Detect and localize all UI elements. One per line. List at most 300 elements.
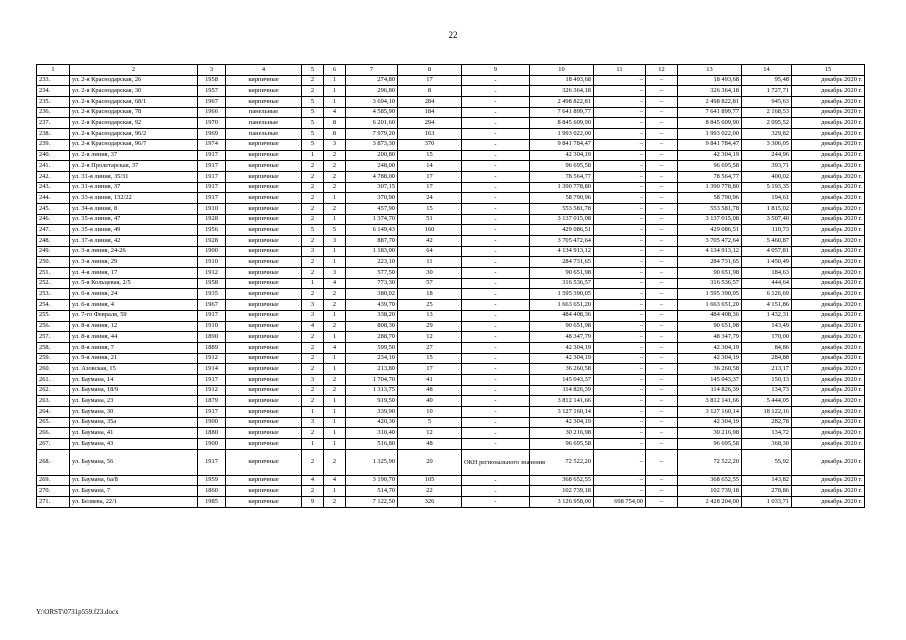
table-cell: 270. [37, 486, 70, 497]
table-cell: ул. 37-я линия, 42 [70, 236, 198, 247]
column-header: 7 [346, 65, 398, 76]
table-cell: – [646, 118, 678, 129]
table-cell: кирпичные [226, 289, 302, 300]
table-cell: 30 [398, 268, 462, 279]
table-cell: – [646, 139, 678, 150]
table-cell: 42 304,19 [678, 150, 742, 161]
table-cell: ул. Баумана, 43 [70, 439, 198, 450]
table-cell: 42 [398, 236, 462, 247]
table-cell: 134,72 [742, 428, 792, 439]
table-cell: 4 [324, 278, 346, 289]
table-cell: 48 347,79 [678, 332, 742, 343]
table-row [37, 396, 865, 407]
table-cell: 10 [398, 407, 462, 418]
table-cell: – [646, 214, 678, 225]
table-cell: кирпичные [226, 214, 302, 225]
table-cell: - [462, 407, 530, 418]
table-cell: - [462, 139, 530, 150]
table-cell: 1 [324, 353, 346, 364]
table-cell: 2 [324, 203, 346, 214]
table-cell: 9 841 784,47 [530, 139, 594, 150]
table-cell: 338,20 [346, 310, 398, 321]
table-cell: 368 652,55 [530, 475, 594, 486]
table-cell: 2 [302, 449, 324, 475]
table-cell: 184 [398, 107, 462, 118]
table-cell: 296,80 [346, 86, 398, 97]
table-cell: – [594, 171, 646, 182]
table-cell: - [462, 289, 530, 300]
table-cell: ул. 3-я линия, 24-26 [70, 246, 198, 257]
table-cell: – [646, 107, 678, 118]
table-row [37, 486, 865, 497]
table-cell: - [462, 417, 530, 428]
table-cell: 90 651,98 [678, 321, 742, 332]
table-cell: – [646, 417, 678, 428]
table-cell: 260. [37, 364, 70, 375]
table-cell: – [594, 342, 646, 353]
table-cell: 887,70 [346, 236, 398, 247]
table-cell: декабрь 2020 г. [792, 139, 865, 150]
table-cell: декабрь 2020 г. [792, 417, 865, 428]
table-cell: 370 [398, 139, 462, 150]
table-cell: 145 043,37 [678, 374, 742, 385]
table-cell: 245. [37, 203, 70, 214]
table-cell: 1 [324, 486, 346, 497]
table-cell: 2 [302, 75, 324, 86]
table-cell: 393,71 [742, 161, 792, 172]
table-cell: 6 126,69 [742, 289, 792, 300]
table-cell: - [462, 497, 530, 508]
table-cell: ул. 2-я линия, 37 [70, 150, 198, 161]
table-cell: декабрь 2020 г. [792, 150, 865, 161]
table-cell: 2 [324, 289, 346, 300]
table-cell: 223,10 [346, 257, 398, 268]
table-cell: декабрь 2020 г. [792, 364, 865, 375]
table-cell: декабрь 2020 г. [792, 171, 865, 182]
column-header: 10 [530, 65, 594, 76]
column-header: 1 [37, 65, 70, 76]
table-cell: 5 [302, 139, 324, 150]
table-cell: 2 [302, 353, 324, 364]
table-cell: 238. [37, 129, 70, 140]
table-cell: 1 663 651,20 [678, 300, 742, 311]
table-cell: - [462, 428, 530, 439]
table-cell: ул. Баумана, 41 [70, 428, 198, 439]
table-cell: 2 [324, 161, 346, 172]
table-cell: декабрь 2020 г. [792, 278, 865, 289]
table-cell: 184,63 [742, 268, 792, 279]
table-cell: 143,49 [742, 321, 792, 332]
table-cell: декабрь 2020 г. [792, 486, 865, 497]
table-cell: 143,82 [742, 475, 792, 486]
table-cell: – [646, 257, 678, 268]
table-cell: 3 705 472,64 [678, 236, 742, 247]
table-cell: 6 201,60 [346, 118, 398, 129]
table-cell: 96 695,58 [530, 439, 594, 450]
table-cell: 2 168,53 [742, 107, 792, 118]
table-cell: – [594, 203, 646, 214]
table-cell: 58 790,96 [678, 193, 742, 204]
table-cell: 457,90 [346, 203, 398, 214]
table-cell: 514,70 [346, 486, 398, 497]
table-cell: 1 390 778,80 [530, 182, 594, 193]
table-cell: 1917 [198, 374, 226, 385]
table-cell: 114 826,39 [678, 385, 742, 396]
table-cell: 1967 [198, 97, 226, 108]
table-cell: 3 [302, 246, 324, 257]
table-cell: 48 [398, 439, 462, 450]
table-cell: кирпичные [226, 417, 302, 428]
table-cell: - [462, 150, 530, 161]
table-cell: 40 [398, 396, 462, 407]
table-cell: – [646, 497, 678, 508]
column-header: 11 [594, 65, 646, 76]
table-cell: 1 815,02 [742, 203, 792, 214]
table-cell: – [594, 225, 646, 236]
table-cell: 1974 [198, 139, 226, 150]
table-cell: 251. [37, 268, 70, 279]
table-cell: 368 652,55 [678, 475, 742, 486]
table-cell: – [594, 118, 646, 129]
table-cell: 267. [37, 439, 70, 450]
table-cell: – [594, 214, 646, 225]
table-cell: 5 444,05 [742, 396, 792, 407]
table-cell: 102 739,18 [678, 486, 742, 497]
table-cell: – [594, 289, 646, 300]
table-cell: 250. [37, 257, 70, 268]
table-cell: 17 [398, 171, 462, 182]
table-row [37, 310, 865, 321]
table-cell: 254. [37, 300, 70, 311]
table-cell: 3 190,70 [346, 475, 398, 486]
table-cell: кирпичные [226, 449, 302, 475]
table-cell: 134,73 [742, 385, 792, 396]
table-cell: 5 [324, 225, 346, 236]
table-cell: – [646, 86, 678, 97]
table-cell: 1 [302, 439, 324, 450]
table-row [37, 107, 865, 118]
table-cell: 256. [37, 321, 70, 332]
table-cell: 253. [37, 289, 70, 300]
table-cell: 9 841 784,47 [678, 139, 742, 150]
table-cell: 1958 [198, 278, 226, 289]
table-cell: ул. Баумана, 7 [70, 486, 198, 497]
table-cell: 1 [324, 417, 346, 428]
table-cell: кирпичные [226, 86, 302, 97]
table-cell: 1879 [198, 396, 226, 407]
table-cell: - [462, 225, 530, 236]
table-cell: ул. 35-я линия, 47 [70, 214, 198, 225]
table-cell: декабрь 2020 г. [792, 439, 865, 450]
table-cell: 96 695,58 [678, 439, 742, 450]
table-cell: ул. 2-я Краснодарская, 68/1 [70, 97, 198, 108]
table-cell: 2 [302, 332, 324, 343]
table-cell: 2 [302, 289, 324, 300]
table-cell: 282,78 [742, 417, 792, 428]
table-cell: 11 [398, 257, 462, 268]
table-row [37, 374, 865, 385]
table-cell: 4 134 913,12 [530, 246, 594, 257]
table-cell: 1 727,71 [742, 86, 792, 97]
table-cell: 1900 [198, 439, 226, 450]
table-cell: 247. [37, 225, 70, 236]
table-cell: 248,00 [346, 161, 398, 172]
table-cell: 3 [324, 236, 346, 247]
table-cell: 2 [324, 449, 346, 475]
table-cell: – [646, 150, 678, 161]
table-row [37, 268, 865, 279]
table-cell: декабрь 2020 г. [792, 161, 865, 172]
table-cell: – [646, 171, 678, 182]
table-row [37, 118, 865, 129]
table-cell: декабрь 2020 г. [792, 300, 865, 311]
table-cell: – [646, 428, 678, 439]
table-cell: ул. Баумана, 14 [70, 374, 198, 385]
table-cell: – [646, 475, 678, 486]
table-cell: 2 [302, 364, 324, 375]
table-cell: 36 260,58 [530, 364, 594, 375]
table-cell: 2 498 822,81 [530, 97, 594, 108]
table-cell: 51 [398, 214, 462, 225]
table-cell: 1969 [198, 129, 226, 140]
table-cell: 2 [302, 86, 324, 97]
column-header: 5 [302, 65, 324, 76]
table-cell: 1 325,90 [346, 449, 398, 475]
table-cell: 5 [302, 225, 324, 236]
table-cell: – [594, 129, 646, 140]
table-cell: декабрь 2020 г. [792, 129, 865, 140]
column-header: 8 [398, 65, 462, 76]
table-cell: 234,10 [346, 353, 398, 364]
table-cell: ул. 34-я линия, 8 [70, 203, 198, 214]
table-cell: 1917 [198, 310, 226, 321]
table-cell: 1 [324, 332, 346, 343]
table-cell: 258. [37, 342, 70, 353]
table-cell: 233. [37, 75, 70, 86]
table-cell: ОКН регионального значения [462, 449, 530, 475]
table-cell: – [646, 449, 678, 475]
table-cell: 294 [398, 118, 462, 129]
table-cell: 368,30 [742, 439, 792, 450]
column-header: 3 [198, 65, 226, 76]
table-cell: 339,90 [346, 407, 398, 418]
table-cell: 1970 [198, 118, 226, 129]
table-cell: ул. 9-я линия, 21 [70, 353, 198, 364]
table-cell: 1910 [198, 321, 226, 332]
table-cell: ул. 2-я Краснодарская, 30 [70, 86, 198, 97]
table-cell: – [646, 439, 678, 450]
table-cell: 263. [37, 396, 70, 407]
table-cell: – [594, 107, 646, 118]
table-cell: 5 [398, 417, 462, 428]
table-cell: 1 993 022,00 [530, 129, 594, 140]
table-cell: 72 522,20 [678, 449, 742, 475]
table-cell: – [646, 342, 678, 353]
table-cell: 240. [37, 150, 70, 161]
table-cell: кирпичные [226, 203, 302, 214]
table-row [37, 342, 865, 353]
table-cell: – [594, 75, 646, 86]
table-cell: 2 [302, 342, 324, 353]
table-cell: 3 137 015,08 [530, 214, 594, 225]
table-cell: 2 [302, 236, 324, 247]
table-row [37, 475, 865, 486]
table-cell: 1956 [198, 225, 226, 236]
table-cell: 6 149,43 [346, 225, 398, 236]
table-row [37, 278, 865, 289]
table-cell: 194,61 [742, 193, 792, 204]
table-cell: 429 086,51 [530, 225, 594, 236]
housing-register-table [36, 64, 865, 508]
table-cell: – [646, 289, 678, 300]
table-cell: декабрь 2020 г. [792, 214, 865, 225]
table-cell: кирпичные [226, 300, 302, 311]
table-cell: 1 183,00 [346, 246, 398, 257]
table-row [37, 449, 865, 475]
table-cell: декабрь 2020 г. [792, 118, 865, 129]
table-cell: 64 [398, 246, 462, 257]
table-cell: 553 581,78 [678, 203, 742, 214]
table-cell: 3 [324, 139, 346, 150]
table-cell: 3 694,10 [346, 97, 398, 108]
column-header: 14 [742, 65, 792, 76]
table-row [37, 289, 865, 300]
table-row [37, 193, 865, 204]
table-cell: 48 347,79 [530, 332, 594, 343]
table-cell: 484 408,36 [530, 310, 594, 321]
table-cell: 57 [398, 278, 462, 289]
table-cell: ул. 4-я линия, 17 [70, 268, 198, 279]
table-cell: – [646, 268, 678, 279]
table-cell: кирпичные [226, 385, 302, 396]
table-cell: - [462, 374, 530, 385]
table-cell: – [646, 407, 678, 418]
table-cell: – [646, 385, 678, 396]
table-cell: 1917 [198, 193, 226, 204]
table-cell: – [646, 300, 678, 311]
column-header: 15 [792, 65, 865, 76]
table-cell: 7 641 899,77 [678, 107, 742, 118]
table-row [37, 385, 865, 396]
table-cell: 255. [37, 310, 70, 321]
table-cell: 484 408,36 [678, 310, 742, 321]
table-cell: 1 [302, 407, 324, 418]
table-cell: кирпичные [226, 342, 302, 353]
table-cell: 400,02 [742, 171, 792, 182]
table-cell: 160 [398, 225, 462, 236]
table-cell: 72 522,20 [530, 449, 594, 475]
table-row [37, 75, 865, 86]
table-cell: кирпичные [226, 310, 302, 321]
table-cell: 7 122,50 [346, 497, 398, 508]
table-cell: – [594, 246, 646, 257]
table-cell: 2 [302, 428, 324, 439]
table-cell: 284 731,65 [530, 257, 594, 268]
table-cell: 1 390 778,80 [678, 182, 742, 193]
table-cell: кирпичные [226, 353, 302, 364]
table-cell: 48 [398, 385, 462, 396]
table-cell: 1 [324, 364, 346, 375]
table-cell: 284,88 [742, 353, 792, 364]
table-cell: 22 [398, 486, 462, 497]
table-cell: 248. [37, 236, 70, 247]
table-cell: – [646, 161, 678, 172]
table-cell: декабрь 2020 г. [792, 374, 865, 385]
table-cell: 1 313,75 [346, 385, 398, 396]
table-cell: 5 [302, 107, 324, 118]
table-cell: 36 260,58 [678, 364, 742, 375]
table-row [37, 150, 865, 161]
table-cell: ул. 35-я линия, 49 [70, 225, 198, 236]
table-cell: – [646, 396, 678, 407]
table-cell: 1 [302, 278, 324, 289]
table-cell: 1 [324, 97, 346, 108]
table-cell: 8 [324, 118, 346, 129]
table-cell: – [646, 246, 678, 257]
table-cell: 1860 [198, 486, 226, 497]
table-cell: 2 [302, 203, 324, 214]
table-row [37, 497, 865, 508]
table-cell: 246. [37, 214, 70, 225]
table-cell: 42 304,19 [678, 353, 742, 364]
table-cell: 5 193,35 [742, 182, 792, 193]
table-cell: 4 [324, 107, 346, 118]
table-cell: декабрь 2020 г. [792, 428, 865, 439]
table-cell: 5 [302, 97, 324, 108]
table-cell: 24 [398, 193, 462, 204]
table-cell: 1928 [198, 236, 226, 247]
table-cell: 1 993 022,00 [678, 129, 742, 140]
table-cell: декабрь 2020 г. [792, 342, 865, 353]
table-cell: 5 460,87 [742, 236, 792, 247]
table-cell: 2 [324, 171, 346, 182]
table-cell: – [594, 193, 646, 204]
table-cell: 2 [302, 171, 324, 182]
table-cell: - [462, 97, 530, 108]
table-cell: 170,00 [742, 332, 792, 343]
table-cell: 239. [37, 139, 70, 150]
table-cell: 236. [37, 107, 70, 118]
table-body [37, 75, 865, 507]
table-cell: - [462, 486, 530, 497]
table-cell: ул. 2-я Краснодарская, 92 [70, 118, 198, 129]
table-cell: ул. 6-я линия, 4 [70, 300, 198, 311]
table-row [37, 182, 865, 193]
table-cell: 808,30 [346, 321, 398, 332]
table-cell: 2 [324, 321, 346, 332]
table-cell: - [462, 396, 530, 407]
table-cell: 200,80 [346, 150, 398, 161]
table-cell: 242. [37, 171, 70, 182]
table-cell: 2 095,52 [742, 118, 792, 129]
table-cell: – [646, 310, 678, 321]
table-header [37, 65, 865, 76]
table-cell: 9 [302, 497, 324, 508]
table-cell: ул. Баумана, 30 [70, 407, 198, 418]
table-cell: 243. [37, 182, 70, 193]
table-cell: 4 [324, 475, 346, 486]
table-cell: 3 873,30 [346, 139, 398, 150]
table-row [37, 417, 865, 428]
table-cell: 1900 [198, 417, 226, 428]
table-row [37, 439, 865, 450]
table-row [37, 214, 865, 225]
table-cell: 1 033,71 [742, 497, 792, 508]
table-cell: ул. 5-я Кольцевая, 2/5 [70, 278, 198, 289]
table-cell: - [462, 475, 530, 486]
table-cell: – [594, 428, 646, 439]
table-cell: 261. [37, 374, 70, 385]
